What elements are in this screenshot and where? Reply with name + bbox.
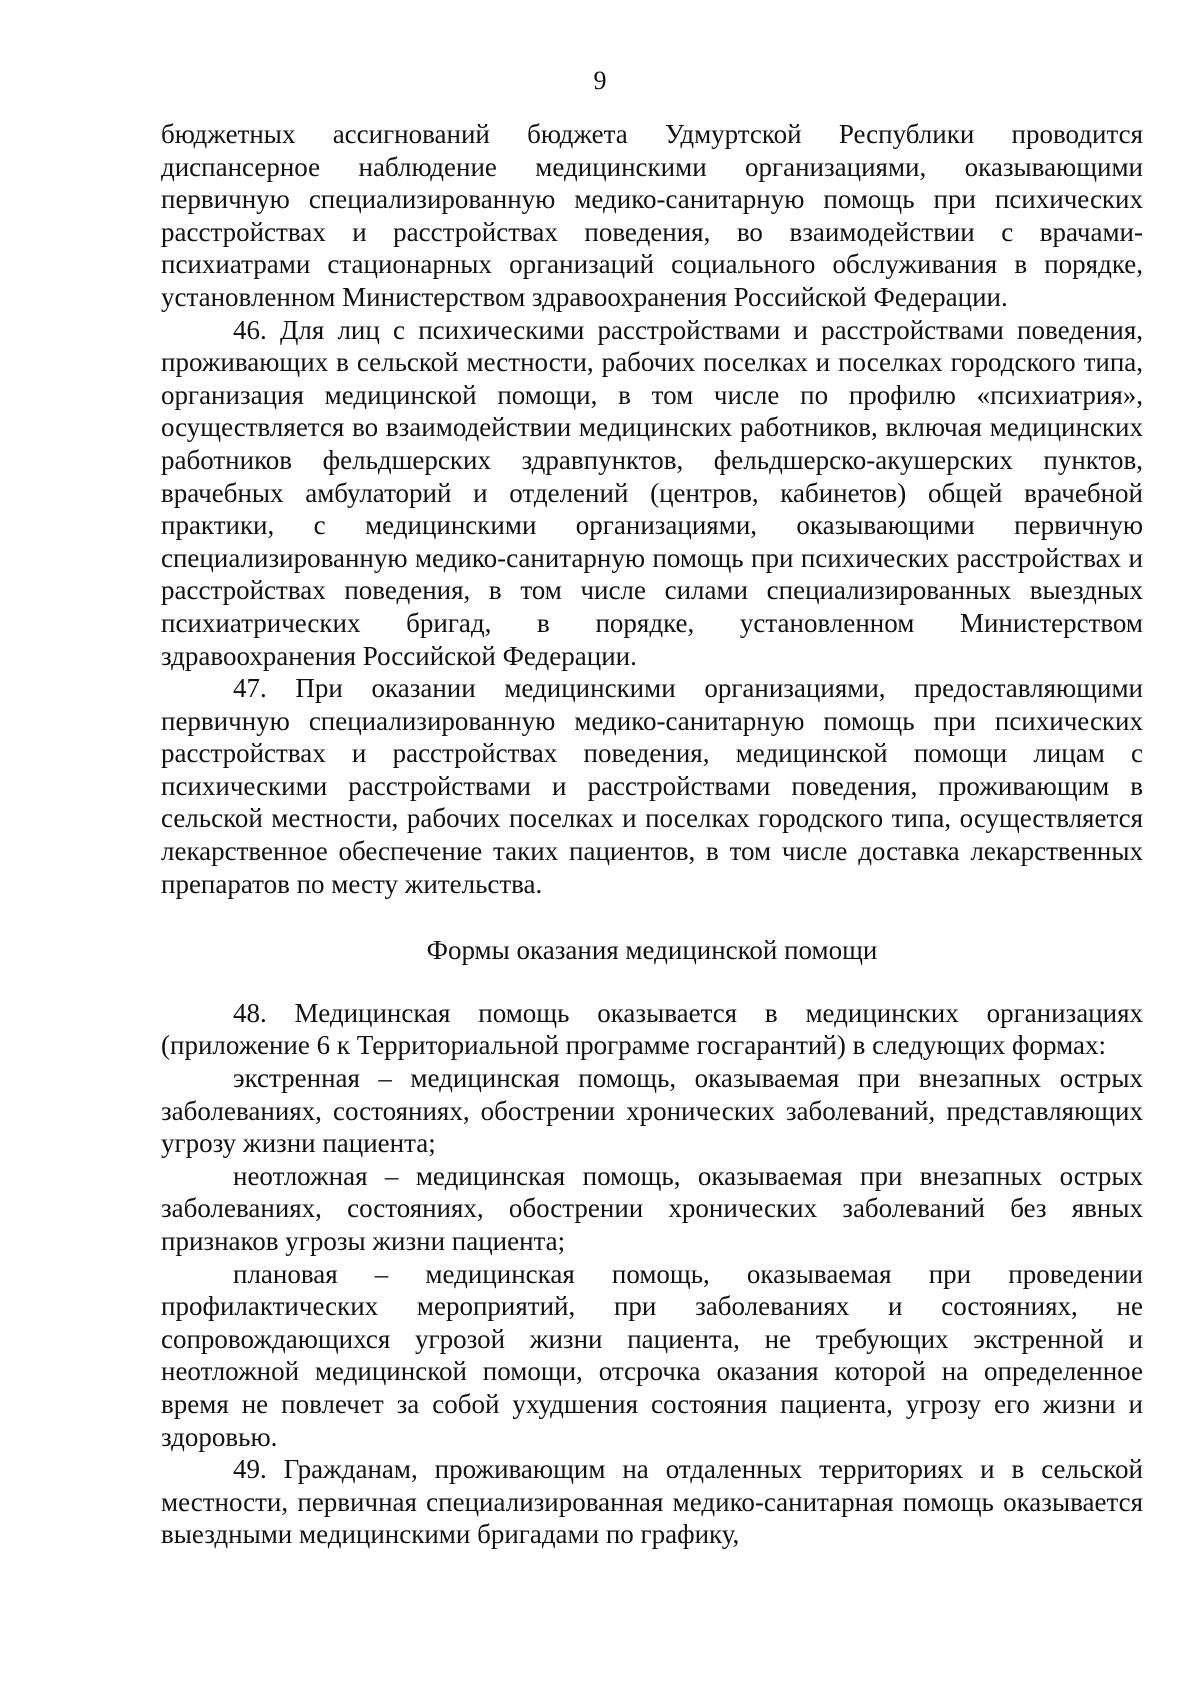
page-number: 9 xyxy=(593,66,607,95)
document-body xyxy=(161,118,1143,1551)
paragraph-planned: плановая – медицинская помощь, оказываемая при проведении профилактических мероприятий, при заболеваниях и состояниях, не сопровождающихся угрозой жизни пациента, не требующих экстренной и неотложной медицинской помощи, отсрочка оказания которой на определенное время не повлечет за собой ухудшения состояния пациента, угрозу его жизни и здоровью. xyxy=(161,1258,1143,1452)
paragraph-48: 48. Медицинская помощь оказывается в медицинских организациях (приложение 6 к Территориальной программе госгарантий) в следующих формах: xyxy=(161,997,1143,1061)
paragraph-47: 47. При оказании медицинскими организациями, предоставляющими первичную специализированную медико-санитарную помощь при психических расстройствах и расстройствах поведения, медицинской помощи лицам с психическими расстройствами и расстройствами поведения, проживающим в сельской местности, рабочих поселках и поселках городского типа, осуществляется лекарственное обеспечение таких пациентов, в том числе доставка лекарственных препаратов по месту жительства. xyxy=(161,673,1143,899)
paragraph-emergency: экстренная – медицинская помощь, оказываемая при внезапных острых заболеваниях, состояниях, обострении хронических заболеваний, представляющих угрозу жизни пациента; xyxy=(161,1063,1143,1159)
paragraph-continuation: бюджетных ассигнований бюджета Удмуртской Республики проводится диспансерное наблюдение медицинскими организациями, оказывающими первичную специализированную медико-санитарную помощь при психических расстройствах и расстройствах поведения, во взаимодействии с врачами-психиатрами стационарных организаций социального обслуживания в порядке, установленном Министерством здравоохранения Российской Федерации. xyxy=(161,119,1143,312)
section-heading: Формы оказания медицинской помощи xyxy=(426,935,878,966)
paragraph-urgent: неотложная – медицинская помощь, оказываемая при внезапных острых заболеваниях, состояниях, обострении хронических заболеваний без явных признаков угрозы жизни пациента; xyxy=(161,1160,1143,1256)
paragraph-46: 46. Для лиц с психическими расстройствами и расстройствами поведения, проживающих в сельской местности, рабочих поселках и поселках городского типа, организация медицинской помощи, в том числе по профилю «психиатрия», осуществляется во взаимодействии медицинских работников, включая медицинских работников фельдшерских здравпунктов, фельдшерско-акушерских пунктов, врачебных амбулаторий и отделений (центров, кабинетов) общей врачебной практики, с медицинскими организациями, оказывающими первичную специализированную медико-санитарную помощь при психических расстройствах и расстройствах поведения, в том числе силами специализированных выездных психиатрических бригад, в порядке, установленном Министерством здравоохранения Российской Федерации. xyxy=(161,314,1143,671)
paragraph-49: 49. Гражданам, проживающим на отдаленных территориях и в сельской местности, первичная специализированная медико-санитарная помощь оказывается выездными медицинскими бригадами по графику, xyxy=(161,1454,1143,1550)
